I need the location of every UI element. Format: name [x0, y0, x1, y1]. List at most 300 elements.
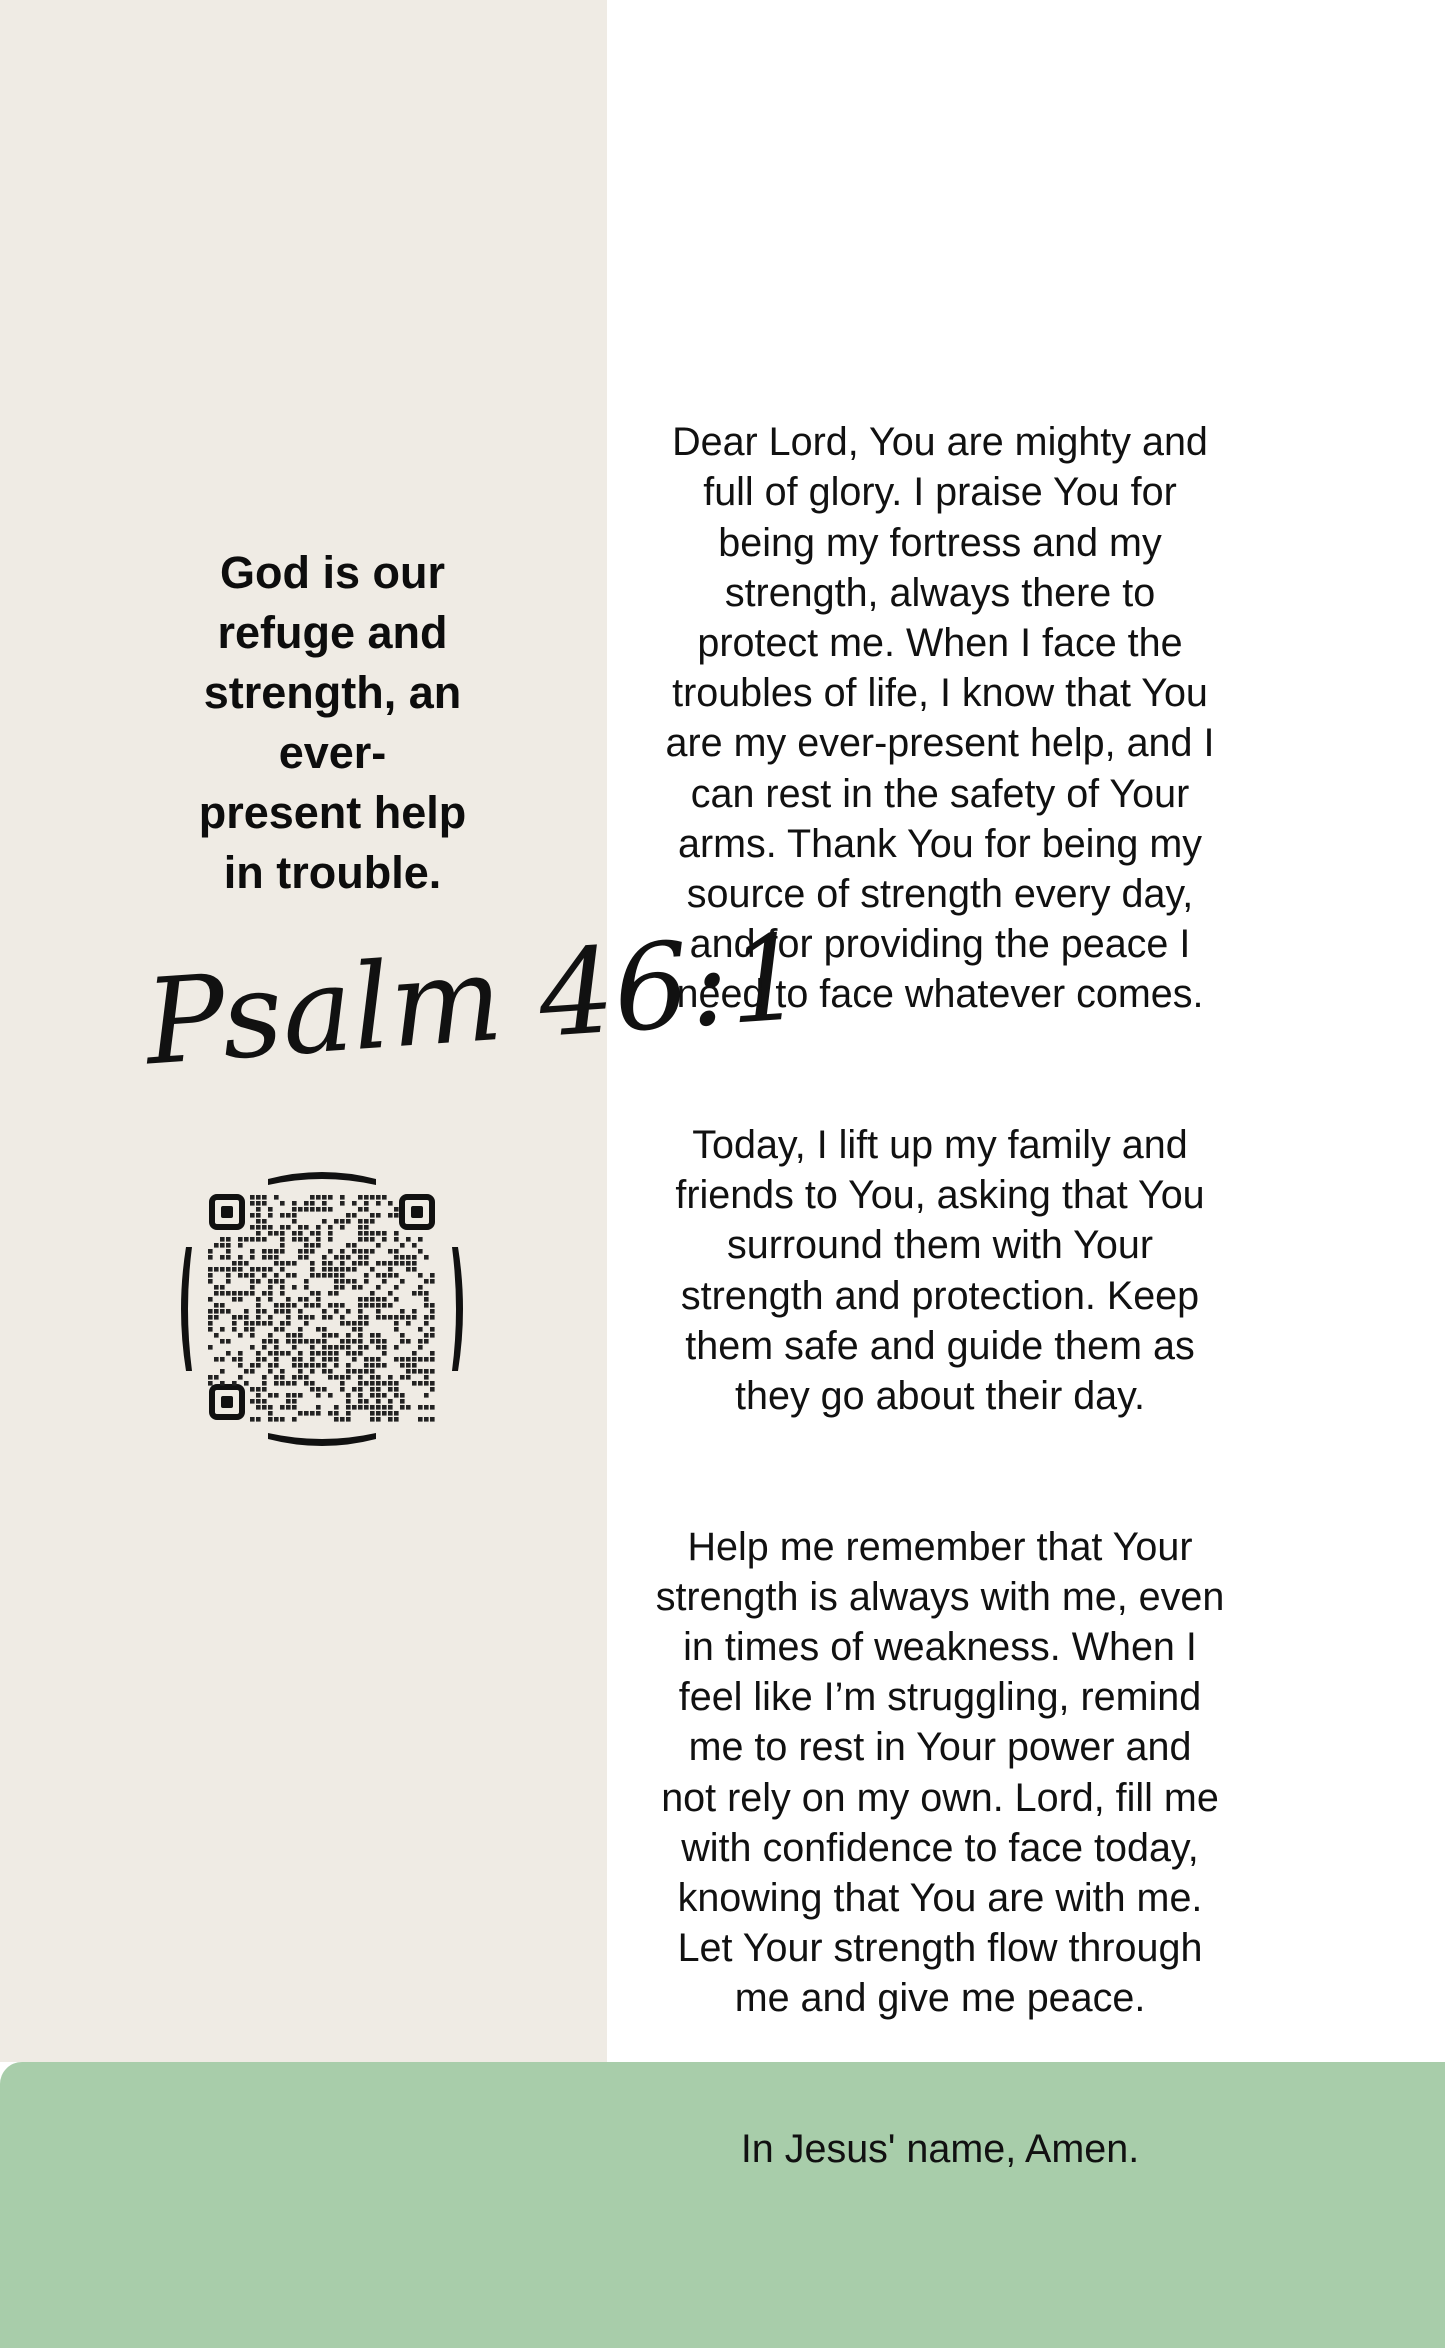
- qr-module: [322, 1195, 327, 1200]
- qr-module: [358, 1303, 363, 1308]
- qr-module: [376, 1243, 381, 1248]
- qr-module: [250, 1369, 255, 1374]
- qr-module: [280, 1291, 285, 1296]
- qr-module: [394, 1261, 399, 1266]
- qr-module: [298, 1297, 303, 1302]
- qr-module: [370, 1381, 375, 1386]
- qr-module: [376, 1339, 381, 1344]
- qr-module: [340, 1219, 345, 1224]
- qr-module: [304, 1297, 309, 1302]
- qr-module: [358, 1261, 363, 1266]
- qr-module: [256, 1417, 261, 1422]
- qr-module: [406, 1363, 411, 1368]
- qr-module: [394, 1237, 399, 1242]
- qr-module: [376, 1393, 381, 1398]
- qr-module: [304, 1249, 309, 1254]
- qr-module: [268, 1231, 273, 1236]
- qr-module: [334, 1273, 339, 1278]
- qr-module: [346, 1243, 351, 1248]
- qr-module: [418, 1237, 423, 1242]
- qr-module: [298, 1333, 303, 1338]
- qr-module: [406, 1267, 411, 1272]
- qr-module: [334, 1303, 339, 1308]
- qr-module: [208, 1279, 213, 1284]
- qr-module: [274, 1393, 279, 1398]
- qr-module: [400, 1375, 405, 1380]
- qr-module: [400, 1243, 405, 1248]
- qr-module: [340, 1375, 345, 1380]
- qr-module: [268, 1411, 273, 1416]
- qr-module: [358, 1321, 363, 1326]
- qr-module: [280, 1267, 285, 1272]
- qr-module: [280, 1381, 285, 1386]
- qr-module: [280, 1309, 285, 1314]
- qr-module: [430, 1315, 435, 1320]
- qr-module: [406, 1261, 411, 1266]
- qr-module: [310, 1267, 315, 1272]
- qr-module: [310, 1339, 315, 1344]
- verse-reference-script: [140, 900, 809, 1110]
- qr-module: [370, 1417, 375, 1422]
- qr-module: [214, 1309, 219, 1314]
- qr-module: [412, 1369, 417, 1374]
- qr-module: [226, 1243, 231, 1248]
- qr-module: [376, 1381, 381, 1386]
- qr-module: [244, 1273, 249, 1278]
- qr-module: [358, 1393, 363, 1398]
- qr-module: [238, 1267, 243, 1272]
- prayer-paragraph: Help me remember that Your strength is always with me, even in times of weakness. When I feel like I’m struggling, remind me to rest in Your power and not rely on my own. Lord, fill me with confidence to face today, knowing that You are with me. Let Your strength flow through me and give me peace.: [655, 1524, 1225, 2021]
- qr-module: [340, 1267, 345, 1272]
- qr-module: [388, 1291, 393, 1296]
- qr-module: [388, 1411, 393, 1416]
- qr-module: [256, 1225, 261, 1230]
- qr-module: [376, 1261, 381, 1266]
- qr-module: [292, 1405, 297, 1410]
- qr-module: [220, 1237, 225, 1242]
- qr-module: [430, 1303, 435, 1308]
- qr-module: [364, 1249, 369, 1254]
- qr-module: [310, 1231, 315, 1236]
- qr-module: [358, 1327, 363, 1332]
- qr-module: [238, 1333, 243, 1338]
- qr-module: [382, 1279, 387, 1284]
- qr-module: [286, 1213, 291, 1218]
- qr-module: [340, 1255, 345, 1260]
- qr-module: [274, 1327, 279, 1332]
- qr-module: [376, 1405, 381, 1410]
- qr-module: [292, 1357, 297, 1362]
- qr-module: [262, 1249, 267, 1254]
- qr-module: [400, 1309, 405, 1314]
- qr-module: [418, 1405, 423, 1410]
- qr-module: [280, 1237, 285, 1242]
- qr-module: [232, 1291, 237, 1296]
- qr-module: [244, 1327, 249, 1332]
- qr-module: [394, 1231, 399, 1236]
- qr-module: [334, 1333, 339, 1338]
- qr-module: [388, 1267, 393, 1272]
- qr-module: [262, 1225, 267, 1230]
- qr-module: [310, 1249, 315, 1254]
- qr-module: [412, 1309, 417, 1314]
- qr-module: [376, 1357, 381, 1362]
- qr-module: [292, 1303, 297, 1308]
- qr-module: [214, 1285, 219, 1290]
- qr-module: [358, 1237, 363, 1242]
- qr-module: [250, 1417, 255, 1422]
- qr-module: [340, 1225, 345, 1230]
- qr-module: [262, 1255, 267, 1260]
- qr-code[interactable]: [178, 1165, 466, 1453]
- qr-module: [346, 1363, 351, 1368]
- qr-module: [346, 1375, 351, 1380]
- qr-module: [394, 1315, 399, 1320]
- qr-module: [256, 1303, 261, 1308]
- qr-module: [256, 1315, 261, 1320]
- qr-module: [388, 1315, 393, 1320]
- qr-module: [250, 1255, 255, 1260]
- qr-module: [412, 1291, 417, 1296]
- qr-module: [268, 1279, 273, 1284]
- qr-module: [220, 1303, 225, 1308]
- qr-module: [364, 1321, 369, 1326]
- qr-module: [334, 1285, 339, 1290]
- qr-module: [334, 1375, 339, 1380]
- qr-module: [382, 1381, 387, 1386]
- qr-module: [364, 1237, 369, 1242]
- qr-module: [244, 1291, 249, 1296]
- qr-module: [316, 1387, 321, 1392]
- qr-module: [208, 1327, 213, 1332]
- qr-module: [238, 1273, 243, 1278]
- qr-module: [304, 1381, 309, 1386]
- qr-module: [388, 1273, 393, 1278]
- qr-module: [430, 1381, 435, 1386]
- qr-module: [400, 1279, 405, 1284]
- qr-module: [322, 1201, 327, 1206]
- qr-module: [430, 1273, 435, 1278]
- qr-module: [364, 1231, 369, 1236]
- qr-module: [346, 1369, 351, 1374]
- qr-module: [274, 1357, 279, 1362]
- qr-module: [250, 1279, 255, 1284]
- qr-module: [400, 1261, 405, 1266]
- qr-module: [304, 1255, 309, 1260]
- qr-module: [406, 1357, 411, 1362]
- qr-module: [316, 1237, 321, 1242]
- qr-module: [262, 1381, 267, 1386]
- qr-module: [328, 1351, 333, 1356]
- qr-module: [214, 1303, 219, 1308]
- qr-module: [220, 1381, 225, 1386]
- qr-module: [268, 1315, 273, 1320]
- qr-module: [244, 1237, 249, 1242]
- qr-module: [262, 1321, 267, 1326]
- qr-module: [394, 1411, 399, 1416]
- qr-module: [310, 1381, 315, 1386]
- qr-module: [298, 1255, 303, 1260]
- qr-module: [280, 1327, 285, 1332]
- qr-module: [214, 1267, 219, 1272]
- qr-module: [328, 1411, 333, 1416]
- qr-module: [364, 1297, 369, 1302]
- qr-module: [298, 1339, 303, 1344]
- qr-module: [310, 1303, 315, 1308]
- qr-module: [364, 1405, 369, 1410]
- qr-module: [358, 1297, 363, 1302]
- qr-module: [322, 1261, 327, 1266]
- qr-module: [286, 1303, 291, 1308]
- qr-module: [358, 1399, 363, 1404]
- qr-module: [250, 1285, 255, 1290]
- qr-module: [322, 1207, 327, 1212]
- qr-module: [370, 1357, 375, 1362]
- qr-module: [382, 1315, 387, 1320]
- qr-module: [364, 1279, 369, 1284]
- qr-module: [376, 1387, 381, 1392]
- qr-module: [244, 1261, 249, 1266]
- qr-module: [418, 1417, 423, 1422]
- qr-module: [268, 1333, 273, 1338]
- qr-module: [418, 1327, 423, 1332]
- qr-module: [364, 1399, 369, 1404]
- qr-module: [334, 1405, 339, 1410]
- qr-module: [286, 1339, 291, 1344]
- qr-module: [292, 1399, 297, 1404]
- qr-module: [262, 1339, 267, 1344]
- qr-module: [412, 1267, 417, 1272]
- qr-module: [220, 1255, 225, 1260]
- qr-module: [388, 1261, 393, 1266]
- qr-module: [334, 1267, 339, 1272]
- qr-module: [250, 1273, 255, 1278]
- qr-module: [382, 1261, 387, 1266]
- qr-module: [262, 1267, 267, 1272]
- qr-module: [340, 1345, 345, 1350]
- qr-module: [358, 1345, 363, 1350]
- qr-module: [256, 1321, 261, 1326]
- qr-module: [352, 1279, 357, 1284]
- qr-module: [280, 1303, 285, 1308]
- qr-module: [262, 1201, 267, 1206]
- qr-module: [292, 1375, 297, 1380]
- qr-module: [388, 1405, 393, 1410]
- qr-module: [388, 1375, 393, 1380]
- qr-module: [376, 1273, 381, 1278]
- qr-module: [334, 1219, 339, 1224]
- qr-module: [286, 1261, 291, 1266]
- qr-module: [208, 1297, 213, 1302]
- qr-module: [400, 1339, 405, 1344]
- qr-module: [286, 1405, 291, 1410]
- qr-module: [328, 1393, 333, 1398]
- qr-module: [358, 1309, 363, 1314]
- qr-module: [262, 1345, 267, 1350]
- qr-module: [364, 1219, 369, 1224]
- verse-text: God is our refuge and strength, an ever- present help in trouble.: [198, 547, 467, 898]
- qr-module: [382, 1411, 387, 1416]
- qr-module: [334, 1255, 339, 1260]
- qr-module: [274, 1279, 279, 1284]
- qr-module: [214, 1315, 219, 1320]
- qr-module: [394, 1207, 399, 1212]
- qr-module: [334, 1417, 339, 1422]
- qr-module: [274, 1345, 279, 1350]
- qr-module: [256, 1297, 261, 1302]
- qr-module: [382, 1195, 387, 1200]
- qr-module: [376, 1213, 381, 1218]
- qr-module: [322, 1351, 327, 1356]
- qr-module: [232, 1297, 237, 1302]
- qr-module: [310, 1261, 315, 1266]
- qr-module: [388, 1213, 393, 1218]
- qr-module: [256, 1267, 261, 1272]
- qr-module: [208, 1345, 213, 1350]
- qr-module: [388, 1303, 393, 1308]
- qr-module: [352, 1357, 357, 1362]
- qr-module: [376, 1333, 381, 1338]
- qr-module: [310, 1357, 315, 1362]
- verse-reference-label: Psalm 46:1: [140, 907, 809, 1092]
- qr-module: [412, 1357, 417, 1362]
- qr-module: [322, 1357, 327, 1362]
- qr-module: [322, 1333, 327, 1338]
- qr-module: [340, 1381, 345, 1386]
- qr-module: [220, 1369, 225, 1374]
- qr-module: [286, 1321, 291, 1326]
- qr-module: [352, 1243, 357, 1248]
- qr-module: [250, 1291, 255, 1296]
- qr-module: [232, 1261, 237, 1266]
- qr-module: [424, 1375, 429, 1380]
- qr-module: [220, 1285, 225, 1290]
- qr-module: [280, 1231, 285, 1236]
- qr-module: [406, 1315, 411, 1320]
- qr-module: [406, 1321, 411, 1326]
- qr-module: [340, 1279, 345, 1284]
- qr-module: [304, 1207, 309, 1212]
- qr-module: [316, 1303, 321, 1308]
- qr-module: [328, 1273, 333, 1278]
- qr-module: [298, 1231, 303, 1236]
- qr-module: [304, 1225, 309, 1230]
- qr-module: [280, 1225, 285, 1230]
- qr-module: [250, 1399, 255, 1404]
- qr-module: [268, 1405, 273, 1410]
- qr-module: [274, 1255, 279, 1260]
- qr-module: [292, 1261, 297, 1266]
- qr-module: [304, 1339, 309, 1344]
- qr-module: [250, 1213, 255, 1218]
- qr-module: [226, 1255, 231, 1260]
- qr-module: [292, 1345, 297, 1350]
- qr-module: [304, 1201, 309, 1206]
- qr-module: [268, 1255, 273, 1260]
- qr-module: [322, 1219, 327, 1224]
- qr-module: [382, 1231, 387, 1236]
- qr-module: [316, 1231, 321, 1236]
- qr-module: [346, 1399, 351, 1404]
- qr-module: [370, 1213, 375, 1218]
- qr-module: [430, 1417, 435, 1422]
- qr-module: [346, 1309, 351, 1314]
- qr-module: [268, 1297, 273, 1302]
- qr-module: [346, 1339, 351, 1344]
- qr-module: [262, 1237, 267, 1242]
- qr-module: [322, 1273, 327, 1278]
- qr-module: [364, 1315, 369, 1320]
- qr-module: [208, 1267, 213, 1272]
- qr-module: [370, 1375, 375, 1380]
- qr-module: [424, 1369, 429, 1374]
- qr-module: [298, 1327, 303, 1332]
- qr-module: [334, 1411, 339, 1416]
- qr-module: [214, 1375, 219, 1380]
- qr-module: [328, 1207, 333, 1212]
- qr-module: [340, 1249, 345, 1254]
- qr-module: [250, 1195, 255, 1200]
- qr-module: [424, 1339, 429, 1344]
- qr-module: [238, 1357, 243, 1362]
- qr-module: [412, 1381, 417, 1386]
- qr-module: [394, 1249, 399, 1254]
- qr-module: [394, 1417, 399, 1422]
- qr-module: [268, 1363, 273, 1368]
- qr-module: [256, 1363, 261, 1368]
- qr-module: [328, 1303, 333, 1308]
- qr-module: [400, 1399, 405, 1404]
- qr-module: [250, 1387, 255, 1392]
- qr-module: [280, 1243, 285, 1248]
- qr-module: [430, 1357, 435, 1362]
- qr-module: [238, 1291, 243, 1296]
- qr-module: [316, 1339, 321, 1344]
- qr-module: [298, 1357, 303, 1362]
- qr-module: [412, 1243, 417, 1248]
- qr-module: [304, 1363, 309, 1368]
- qr-module: [280, 1369, 285, 1374]
- qr-module: [418, 1273, 423, 1278]
- qr-module: [310, 1273, 315, 1278]
- prayer-paragraph: Today, I lift up my family and friends to You, asking that You surround them with Your strength and protection. Keep them safe and guide them as they go about their day.: [675, 1123, 1205, 1419]
- qr-module: [370, 1363, 375, 1368]
- qr-module: [364, 1369, 369, 1374]
- qr-module: [274, 1249, 279, 1254]
- qr-module: [400, 1255, 405, 1260]
- qr-module: [370, 1267, 375, 1272]
- qr-module: [316, 1273, 321, 1278]
- qr-module: [316, 1351, 321, 1356]
- qr-module: [370, 1231, 375, 1236]
- qr-module: [400, 1393, 405, 1398]
- qr-module: [424, 1315, 429, 1320]
- qr-module: [304, 1285, 309, 1290]
- qr-module: [394, 1393, 399, 1398]
- qr-module: [250, 1249, 255, 1254]
- qr-module: [310, 1363, 315, 1368]
- qr-module: [298, 1351, 303, 1356]
- qr-module: [382, 1297, 387, 1302]
- qr-module: [262, 1387, 267, 1392]
- qr-module: [424, 1297, 429, 1302]
- qr-module: [244, 1321, 249, 1326]
- qr-module: [310, 1387, 315, 1392]
- qr-module: [244, 1315, 249, 1320]
- qr-module: [340, 1315, 345, 1320]
- qr-module: [310, 1291, 315, 1296]
- qr-module: [358, 1225, 363, 1230]
